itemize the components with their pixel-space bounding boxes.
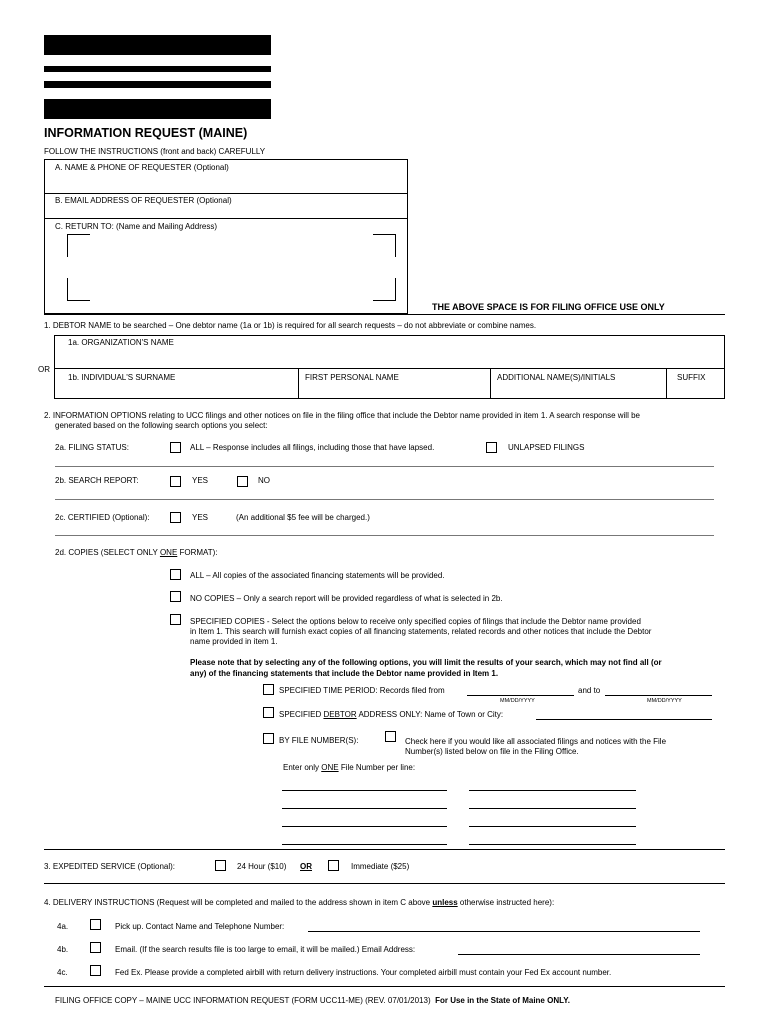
section-divider-3	[44, 849, 725, 850]
divider-2b	[55, 499, 714, 500]
enter-file-number-label	[283, 763, 415, 773]
file-number-checkbox[interactable]	[263, 733, 274, 744]
requester-divider-1	[44, 193, 408, 194]
filing-office-note: THE ABOVE SPACE IS FOR FILING OFFICE USE ONLY	[432, 302, 665, 312]
header-bar-4	[44, 99, 271, 119]
filing-status-all-label: ALL – Response includes all filings, including those that have lapsed.	[190, 443, 435, 452]
file-number-label: BY FILE NUMBER(S):	[279, 736, 359, 745]
time-from-field[interactable]	[467, 695, 574, 696]
filing-status-unlapsed-checkbox[interactable]	[486, 442, 497, 453]
search-report-no-label: NO	[258, 476, 270, 485]
limit-note-line-2: any) of the financing statements that include the Debtor name provided in Item 1.	[190, 669, 499, 678]
address-bracket-top-right	[373, 234, 396, 257]
delivery-email-label: Email. (If the search results file is too large to email, it will be mailed.) Email Address:	[115, 945, 416, 954]
filing-status-all-checkbox[interactable]	[170, 442, 181, 453]
copies-all-label: ALL – All copies of the associated financing statements will be provided.	[190, 571, 445, 580]
section-divider-5	[44, 986, 725, 987]
copies-specified-line-1: SPECIFIED COPIES - Select the options below to receive only specified copies of filings that include the Debtor name provided	[190, 617, 641, 626]
copies-label-emphasis: ONE	[159, 548, 178, 557]
delivery-email-field[interactable]	[458, 954, 700, 955]
requester-email-label[interactable]: B. EMAIL ADDRESS OF REQUESTER (Optional)	[55, 196, 232, 205]
search-report-yes-label: YES	[192, 476, 209, 485]
footer-note: For Use in the State of Maine ONLY.	[435, 996, 570, 1005]
debtor-address-checkbox[interactable]	[263, 707, 274, 718]
file-number-field-6[interactable]	[469, 826, 636, 827]
delivery-heading-emphasis: unless	[432, 898, 458, 907]
requester-name-label[interactable]: A. NAME & PHONE OF REQUESTER (Optional)	[55, 163, 229, 172]
footer-form-text: FILING OFFICE COPY – MAINE UCC INFORMATION REQUEST (FORM UCC11-ME) (REV. 07/01/2013)	[55, 996, 431, 1005]
enter-emphasis: ONE	[321, 763, 339, 772]
certified-yes-label: YES	[192, 513, 209, 522]
file-number-field-5[interactable]	[282, 826, 447, 827]
file-check-line-2: Number(s) listed below on file in the Filing Office.	[405, 747, 579, 756]
limit-note-line-1: Please note that by selecting any of the following options, you will limit the results of your search, which may not find all (or	[190, 658, 662, 667]
copies-none-checkbox[interactable]	[170, 591, 181, 602]
certified-fee-note: (An additional $5 fee will be charged.)	[236, 513, 370, 522]
file-number-all-checkbox[interactable]	[385, 731, 396, 742]
header-bar-3	[44, 81, 271, 88]
address-bracket-top-left	[67, 234, 90, 257]
header-bar-1	[44, 35, 271, 55]
delivery-pickup-checkbox[interactable]	[90, 919, 101, 930]
options-heading-1: 2. INFORMATION OPTIONS relating to UCC filings and other notices on file in the filing office that include the Debtor name provided in item 1. A search response will be	[44, 411, 640, 420]
divider-2a	[55, 466, 714, 467]
or-label: OR	[38, 365, 50, 374]
address-bracket-bottom-right	[373, 278, 396, 301]
address-bracket-bottom-left	[67, 278, 90, 301]
delivery-heading	[44, 898, 554, 908]
search-report-yes-checkbox[interactable]	[170, 476, 181, 487]
requester-divider-2	[44, 218, 408, 219]
expedited-immediate-label: Immediate ($25)	[351, 862, 410, 871]
options-heading-2: generated based on the following search options you select:	[55, 421, 268, 430]
copies-specified-line-3: name provided in item 1.	[190, 637, 278, 646]
date-format-to: MM/DD/YYYY	[647, 698, 682, 704]
return-to-label[interactable]: C. RETURN TO: (Name and Mailing Address)	[55, 222, 217, 231]
search-report-label: 2b. SEARCH REPORT:	[55, 476, 139, 485]
debtor-address-label	[279, 710, 503, 720]
org-name-label[interactable]: 1a. ORGANIZATION'S NAME	[68, 338, 174, 347]
copies-specified-checkbox[interactable]	[170, 614, 181, 625]
delivery-email-checkbox[interactable]	[90, 942, 101, 953]
time-period-checkbox[interactable]	[263, 684, 274, 695]
debtor-col-2	[490, 368, 491, 399]
file-number-field-8[interactable]	[469, 844, 636, 845]
expedited-immediate-checkbox[interactable]	[328, 860, 339, 871]
time-period-label: SPECIFIED TIME PERIOD: Records filed from	[279, 686, 445, 695]
delivery-4a-number: 4a.	[57, 922, 69, 931]
section-divider-4	[44, 883, 725, 884]
date-format-from: MM/DD/YYYY	[500, 698, 535, 704]
time-and-label: and to	[578, 686, 601, 695]
town-city-field[interactable]	[536, 719, 712, 720]
enter-post: File Number per line:	[338, 763, 416, 772]
delivery-heading-pre: 4. DELIVERY INSTRUCTIONS (Request will be completed and mailed to the address shown in item C above	[44, 898, 433, 907]
expedited-or-label: OR	[300, 862, 312, 871]
expedited-24hour-label: 24 Hour ($10)	[237, 862, 287, 871]
expedited-24hour-checkbox[interactable]	[215, 860, 226, 871]
file-number-field-1[interactable]	[282, 790, 447, 791]
debtor-col-1	[298, 368, 299, 399]
delivery-fedex-checkbox[interactable]	[90, 965, 101, 976]
expedited-label: 3. EXPEDITED SERVICE (Optional):	[44, 862, 176, 871]
copies-specified-line-2: in Item 1. This search will furnish exact copies of all financing statements, related records and other notices that include the Debtor	[190, 627, 652, 636]
delivery-4b-number: 4b.	[57, 945, 69, 954]
filing-status-unlapsed-label: UNLAPSED FILINGS	[508, 443, 585, 452]
debtor-divider	[54, 368, 725, 369]
surname-label[interactable]: 1b. INDIVIDUAL'S SURNAME	[68, 373, 176, 382]
debtor-address-emphasis: DEBTOR	[323, 710, 357, 719]
additional-names-label[interactable]: ADDITIONAL NAME(S)/INITIALS	[497, 373, 616, 382]
delivery-fedex-label: Fed Ex. Please provide a completed airbill with return delivery instructions. Your completed airbill must contain your Fed Ex account number.	[115, 968, 612, 977]
copies-label-pre: 2d. COPIES (SELECT ONLY	[55, 548, 160, 557]
file-number-field-4[interactable]	[469, 808, 636, 809]
copies-label-post: FORMAT):	[177, 548, 218, 557]
time-to-field[interactable]	[605, 695, 712, 696]
file-number-field-7[interactable]	[282, 844, 447, 845]
debtor-col-3	[666, 368, 667, 399]
certified-yes-checkbox[interactable]	[170, 512, 181, 523]
debtor-heading: 1. DEBTOR NAME to be searched – One debtor name (1a or 1b) is required for all search requests – do not abbreviate or combine names.	[44, 321, 537, 330]
file-number-field-3[interactable]	[282, 808, 447, 809]
certified-label: 2c. CERTIFIED (Optional):	[55, 513, 150, 522]
copies-label	[55, 548, 218, 558]
enter-pre: Enter only	[283, 763, 322, 772]
page-title: INFORMATION REQUEST (MAINE)	[44, 126, 248, 140]
copies-all-checkbox[interactable]	[170, 569, 181, 580]
debtor-address-post: ADDRESS ONLY: Name of Town or City:	[356, 710, 504, 719]
filing-status-label: 2a. FILING STATUS:	[55, 443, 129, 452]
file-check-line-1: Check here if you would like all associated filings and notices with the File	[405, 737, 667, 746]
footer-form-id	[55, 996, 570, 1006]
search-report-no-checkbox[interactable]	[237, 476, 248, 487]
file-number-field-2[interactable]	[469, 790, 636, 791]
instructions-text: FOLLOW THE INSTRUCTIONS (front and back) CAREFULLY	[44, 147, 266, 156]
section-divider-1	[44, 314, 725, 315]
requester-box	[44, 159, 408, 314]
copies-none-label: NO COPIES – Only a search report will be provided regardless of what is selected in 2b.	[190, 594, 503, 603]
header-bar-2	[44, 66, 271, 72]
delivery-4c-number: 4c.	[57, 968, 68, 977]
delivery-heading-post: otherwise instructed here):	[457, 898, 555, 907]
first-name-label[interactable]: FIRST PERSONAL NAME	[305, 373, 399, 382]
pickup-contact-field[interactable]	[308, 931, 700, 932]
debtor-address-pre: SPECIFIED	[279, 710, 324, 719]
suffix-label[interactable]: SUFFIX	[677, 373, 706, 382]
delivery-pickup-label: Pick up. Contact Name and Telephone Number:	[115, 922, 285, 931]
divider-2c	[55, 535, 714, 536]
